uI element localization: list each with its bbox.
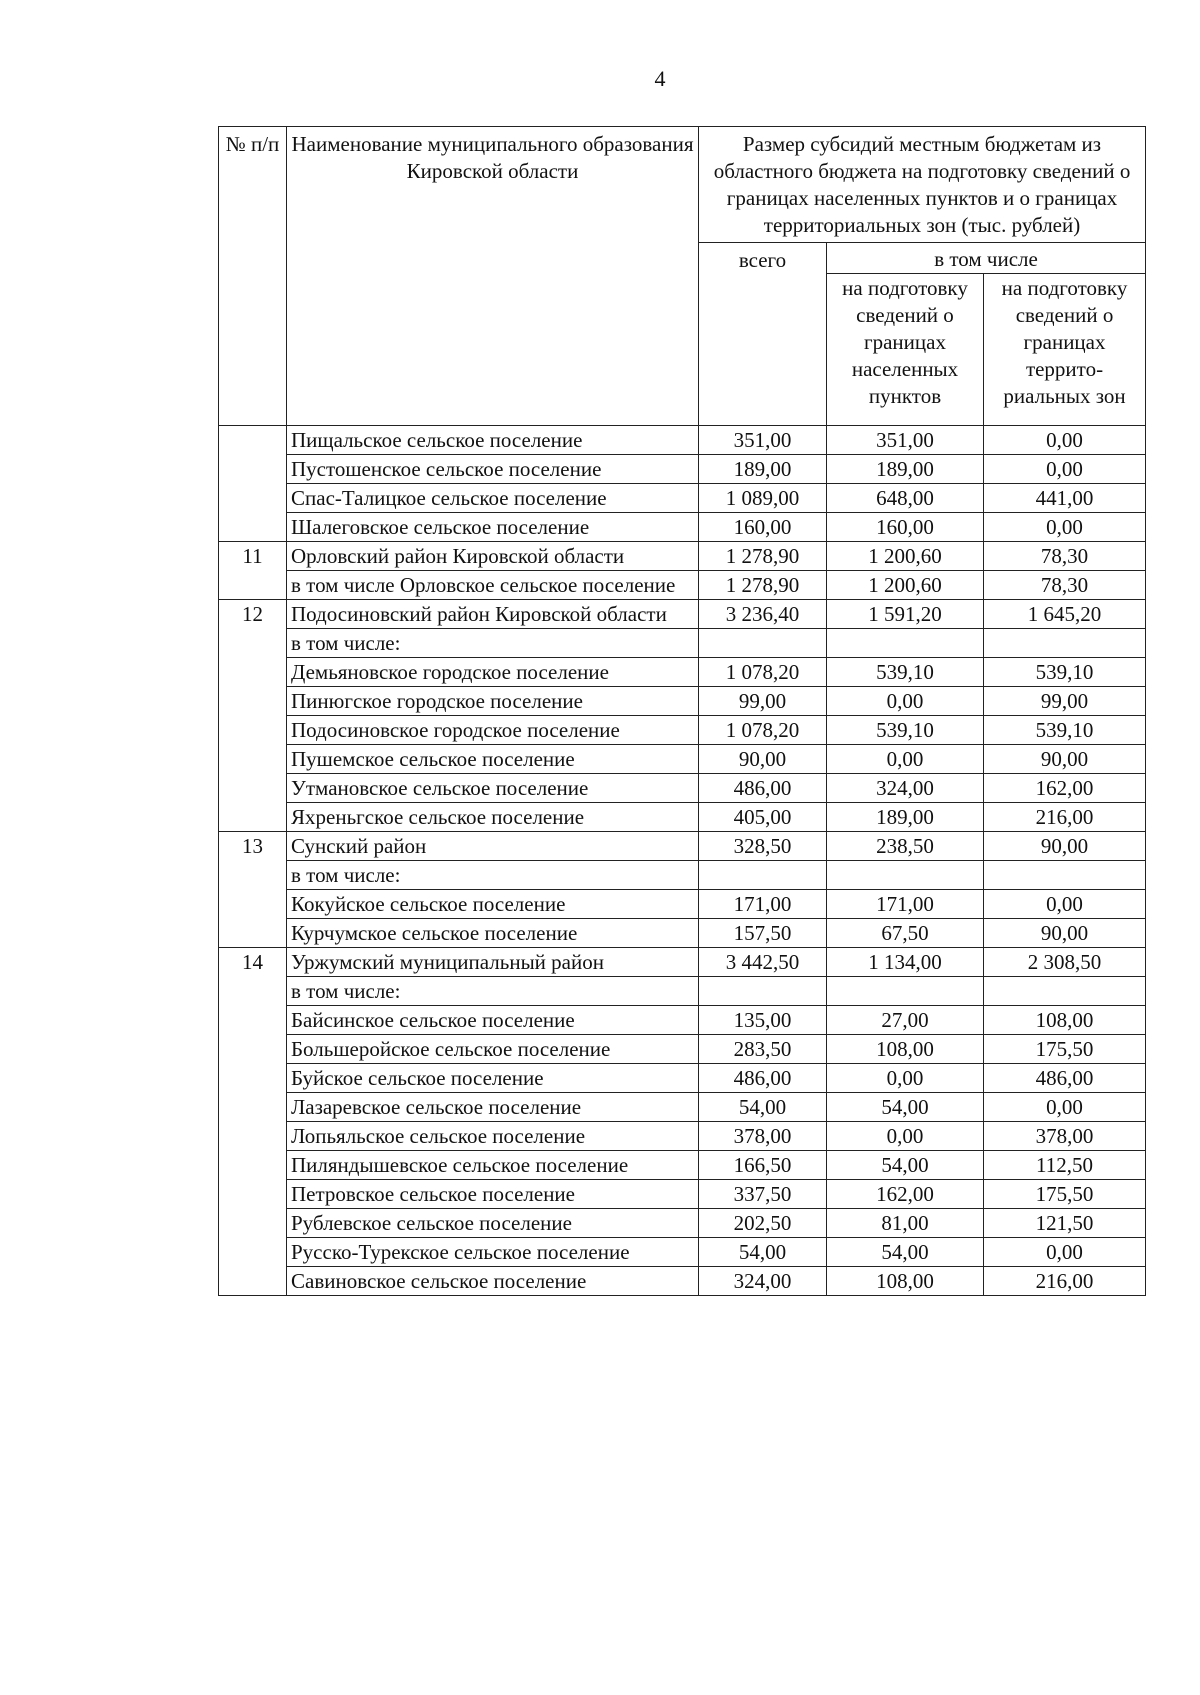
row-settlements: 1 200,60 bbox=[827, 571, 984, 600]
row-zones: 0,00 bbox=[984, 513, 1146, 542]
row-name: Пиляндышевское сельское поселение bbox=[287, 1151, 699, 1180]
row-name: Шалеговское сельское поселение bbox=[287, 513, 699, 542]
row-name: Утмановское сельское поселение bbox=[287, 774, 699, 803]
table-row bbox=[219, 629, 1146, 658]
row-total: 1 278,90 bbox=[699, 542, 827, 571]
row-name: Уржумский муниципальный район bbox=[287, 948, 699, 977]
table-row bbox=[219, 803, 1146, 832]
row-name: Пушемское сельское поселение bbox=[287, 745, 699, 774]
row-settlements bbox=[827, 861, 984, 890]
row-zones: 99,00 bbox=[984, 687, 1146, 716]
row-total: 351,00 bbox=[699, 426, 827, 455]
row-zones: 90,00 bbox=[984, 919, 1146, 948]
row-total: 3 442,50 bbox=[699, 948, 827, 977]
row-total: 157,50 bbox=[699, 919, 827, 948]
table-body bbox=[219, 426, 1146, 1296]
subsidy-table bbox=[218, 126, 1146, 1296]
row-zones: 378,00 bbox=[984, 1122, 1146, 1151]
row-settlements: 1 200,60 bbox=[827, 542, 984, 571]
row-name: Подосиновский район Кировской области bbox=[287, 600, 699, 629]
row-total: 283,50 bbox=[699, 1035, 827, 1064]
row-number bbox=[219, 1064, 287, 1093]
row-zones: 121,50 bbox=[984, 1209, 1146, 1238]
row-name: Яхреньгское сельское поселение bbox=[287, 803, 699, 832]
row-number bbox=[219, 571, 287, 600]
page-number: 4 bbox=[654, 66, 666, 91]
row-total: 166,50 bbox=[699, 1151, 827, 1180]
row-zones: 108,00 bbox=[984, 1006, 1146, 1035]
row-zones: 486,00 bbox=[984, 1064, 1146, 1093]
row-zones: 2 308,50 bbox=[984, 948, 1146, 977]
row-total: 3 236,40 bbox=[699, 600, 827, 629]
row-name: Подосиновское городское поселение bbox=[287, 716, 699, 745]
header-subsidy: Размер субсидий местным бюджетам из областного бюджета на подготовку сведений о границах населенных пунктов и о границах территориальных зон (тыс. рублей) bbox=[699, 127, 1146, 243]
row-total: 160,00 bbox=[699, 513, 827, 542]
header-total: всего bbox=[699, 243, 827, 426]
row-name: Пинюгское городское поселение bbox=[287, 687, 699, 716]
table-row bbox=[219, 1035, 1146, 1064]
row-name: Буйское сельское поселение bbox=[287, 1064, 699, 1093]
row-zones: 0,00 bbox=[984, 1238, 1146, 1267]
table-row bbox=[219, 455, 1146, 484]
row-zones bbox=[984, 629, 1146, 658]
row-total: 171,00 bbox=[699, 890, 827, 919]
row-settlements: 67,50 bbox=[827, 919, 984, 948]
row-zones: 0,00 bbox=[984, 426, 1146, 455]
row-settlements: 108,00 bbox=[827, 1035, 984, 1064]
row-name: Большеройское сельское поселение bbox=[287, 1035, 699, 1064]
row-zones: 175,50 bbox=[984, 1180, 1146, 1209]
row-name: Байсинское сельское поселение bbox=[287, 1006, 699, 1035]
row-name: Петровское сельское поселение bbox=[287, 1180, 699, 1209]
table-row bbox=[219, 1006, 1146, 1035]
row-zones bbox=[984, 861, 1146, 890]
row-number bbox=[219, 1209, 287, 1238]
row-settlements: 160,00 bbox=[827, 513, 984, 542]
table-row bbox=[219, 1180, 1146, 1209]
row-total: 1 089,00 bbox=[699, 484, 827, 513]
row-number bbox=[219, 745, 287, 774]
row-zones: 0,00 bbox=[984, 455, 1146, 484]
table-row bbox=[219, 1122, 1146, 1151]
row-settlements: 1 134,00 bbox=[827, 948, 984, 977]
row-number bbox=[219, 890, 287, 919]
row-number bbox=[219, 1093, 287, 1122]
row-settlements: 539,10 bbox=[827, 658, 984, 687]
row-settlements: 0,00 bbox=[827, 687, 984, 716]
row-number: 12 bbox=[219, 600, 287, 629]
row-number bbox=[219, 687, 287, 716]
table-row bbox=[219, 571, 1146, 600]
row-number bbox=[219, 977, 287, 1006]
row-total: 1 278,90 bbox=[699, 571, 827, 600]
row-zones: 216,00 bbox=[984, 1267, 1146, 1296]
row-total: 90,00 bbox=[699, 745, 827, 774]
row-number bbox=[219, 803, 287, 832]
row-name: в том числе: bbox=[287, 977, 699, 1006]
table-row bbox=[219, 600, 1146, 629]
row-name: Русско-Турекское сельское поселение bbox=[287, 1238, 699, 1267]
row-settlements bbox=[827, 977, 984, 1006]
row-name: Лопьяльское сельское поселение bbox=[287, 1122, 699, 1151]
row-number: 14 bbox=[219, 948, 287, 977]
row-total: 486,00 bbox=[699, 774, 827, 803]
row-settlements bbox=[827, 629, 984, 658]
row-number bbox=[219, 658, 287, 687]
row-total: 378,00 bbox=[699, 1122, 827, 1151]
table-row bbox=[219, 1267, 1146, 1296]
row-number bbox=[219, 1122, 287, 1151]
row-zones: 90,00 bbox=[984, 745, 1146, 774]
row-name: Орловский район Кировской области bbox=[287, 542, 699, 571]
row-total: 54,00 bbox=[699, 1093, 827, 1122]
row-name: Пустошенское сельское поселение bbox=[287, 455, 699, 484]
row-settlements: 189,00 bbox=[827, 455, 984, 484]
row-number bbox=[219, 716, 287, 745]
row-zones: 112,50 bbox=[984, 1151, 1146, 1180]
row-number bbox=[219, 1180, 287, 1209]
row-total: 189,00 bbox=[699, 455, 827, 484]
row-total: 324,00 bbox=[699, 1267, 827, 1296]
row-name: Спас-Талицкое сельское поселение bbox=[287, 484, 699, 513]
row-total bbox=[699, 861, 827, 890]
row-number bbox=[219, 484, 287, 513]
row-name: Рублевское сельское поселение bbox=[287, 1209, 699, 1238]
table-row bbox=[219, 658, 1146, 687]
table-row bbox=[219, 890, 1146, 919]
header-name: Наименование муниципального образования Кировской области bbox=[287, 127, 699, 426]
row-settlements: 648,00 bbox=[827, 484, 984, 513]
row-total: 328,50 bbox=[699, 832, 827, 861]
row-number bbox=[219, 1267, 287, 1296]
row-settlements: 54,00 bbox=[827, 1151, 984, 1180]
row-settlements: 27,00 bbox=[827, 1006, 984, 1035]
row-number bbox=[219, 629, 287, 658]
row-zones: 216,00 bbox=[984, 803, 1146, 832]
row-total: 1 078,20 bbox=[699, 658, 827, 687]
row-settlements: 539,10 bbox=[827, 716, 984, 745]
row-settlements: 0,00 bbox=[827, 1122, 984, 1151]
row-zones: 90,00 bbox=[984, 832, 1146, 861]
row-name: Пищальское сельское поселение bbox=[287, 426, 699, 455]
table-row bbox=[219, 716, 1146, 745]
table-row bbox=[219, 542, 1146, 571]
row-name: Демьяновское городское поселение bbox=[287, 658, 699, 687]
row-settlements: 162,00 bbox=[827, 1180, 984, 1209]
row-settlements: 54,00 bbox=[827, 1238, 984, 1267]
row-zones: 539,10 bbox=[984, 716, 1146, 745]
row-zones: 78,30 bbox=[984, 542, 1146, 571]
table-row bbox=[219, 861, 1146, 890]
header-num: № п/п bbox=[219, 127, 287, 426]
table-row bbox=[219, 774, 1146, 803]
row-settlements: 171,00 bbox=[827, 890, 984, 919]
row-number: 13 bbox=[219, 832, 287, 861]
row-zones: 175,50 bbox=[984, 1035, 1146, 1064]
row-name: в том числе: bbox=[287, 861, 699, 890]
table-row bbox=[219, 1093, 1146, 1122]
row-number bbox=[219, 774, 287, 803]
row-settlements: 324,00 bbox=[827, 774, 984, 803]
row-zones: 441,00 bbox=[984, 484, 1146, 513]
row-number bbox=[219, 455, 287, 484]
row-name: Кокуйское сельское поселение bbox=[287, 890, 699, 919]
row-zones: 0,00 bbox=[984, 1093, 1146, 1122]
header-settlements: на подготовку сведений о границах населенных пунктов bbox=[827, 274, 984, 426]
row-name: Савиновское сельское поселение bbox=[287, 1267, 699, 1296]
row-number bbox=[219, 919, 287, 948]
row-total bbox=[699, 977, 827, 1006]
row-total: 99,00 bbox=[699, 687, 827, 716]
row-total: 337,50 bbox=[699, 1180, 827, 1209]
row-zones: 78,30 bbox=[984, 571, 1146, 600]
row-settlements: 1 591,20 bbox=[827, 600, 984, 629]
row-name: Лазаревское сельское поселение bbox=[287, 1093, 699, 1122]
row-zones bbox=[984, 977, 1146, 1006]
table-row bbox=[219, 948, 1146, 977]
row-name: в том числе Орловское сельское поселение bbox=[287, 571, 699, 600]
row-total: 135,00 bbox=[699, 1006, 827, 1035]
table-row bbox=[219, 484, 1146, 513]
row-total bbox=[699, 629, 827, 658]
row-number bbox=[219, 1006, 287, 1035]
row-total: 1 078,20 bbox=[699, 716, 827, 745]
row-number bbox=[219, 426, 287, 455]
row-zones: 0,00 bbox=[984, 890, 1146, 919]
header-including: в том числе bbox=[827, 243, 1146, 274]
table-row bbox=[219, 1209, 1146, 1238]
row-number bbox=[219, 1151, 287, 1180]
row-total: 486,00 bbox=[699, 1064, 827, 1093]
row-settlements: 351,00 bbox=[827, 426, 984, 455]
table-row bbox=[219, 426, 1146, 455]
row-number: 11 bbox=[219, 542, 287, 571]
row-settlements: 108,00 bbox=[827, 1267, 984, 1296]
table-row bbox=[219, 832, 1146, 861]
row-total: 202,50 bbox=[699, 1209, 827, 1238]
row-name: Сунский район bbox=[287, 832, 699, 861]
row-zones: 539,10 bbox=[984, 658, 1146, 687]
row-total: 405,00 bbox=[699, 803, 827, 832]
row-number bbox=[219, 1035, 287, 1064]
table-row bbox=[219, 687, 1146, 716]
row-number bbox=[219, 861, 287, 890]
table-row bbox=[219, 1064, 1146, 1093]
row-number bbox=[219, 513, 287, 542]
table-row bbox=[219, 1238, 1146, 1267]
row-settlements: 238,50 bbox=[827, 832, 984, 861]
row-name: Курчумское сельское поселение bbox=[287, 919, 699, 948]
row-zones: 1 645,20 bbox=[984, 600, 1146, 629]
row-settlements: 0,00 bbox=[827, 1064, 984, 1093]
row-zones: 162,00 bbox=[984, 774, 1146, 803]
row-settlements: 189,00 bbox=[827, 803, 984, 832]
table-row bbox=[219, 1151, 1146, 1180]
row-total: 54,00 bbox=[699, 1238, 827, 1267]
table-row bbox=[219, 513, 1146, 542]
row-name: в том числе: bbox=[287, 629, 699, 658]
header-zones: на подготовку сведений о границах террито-риальных зон bbox=[984, 274, 1146, 426]
table-row bbox=[219, 919, 1146, 948]
row-number bbox=[219, 1238, 287, 1267]
row-settlements: 54,00 bbox=[827, 1093, 984, 1122]
table-row bbox=[219, 745, 1146, 774]
table-row bbox=[219, 977, 1146, 1006]
row-settlements: 0,00 bbox=[827, 745, 984, 774]
row-settlements: 81,00 bbox=[827, 1209, 984, 1238]
